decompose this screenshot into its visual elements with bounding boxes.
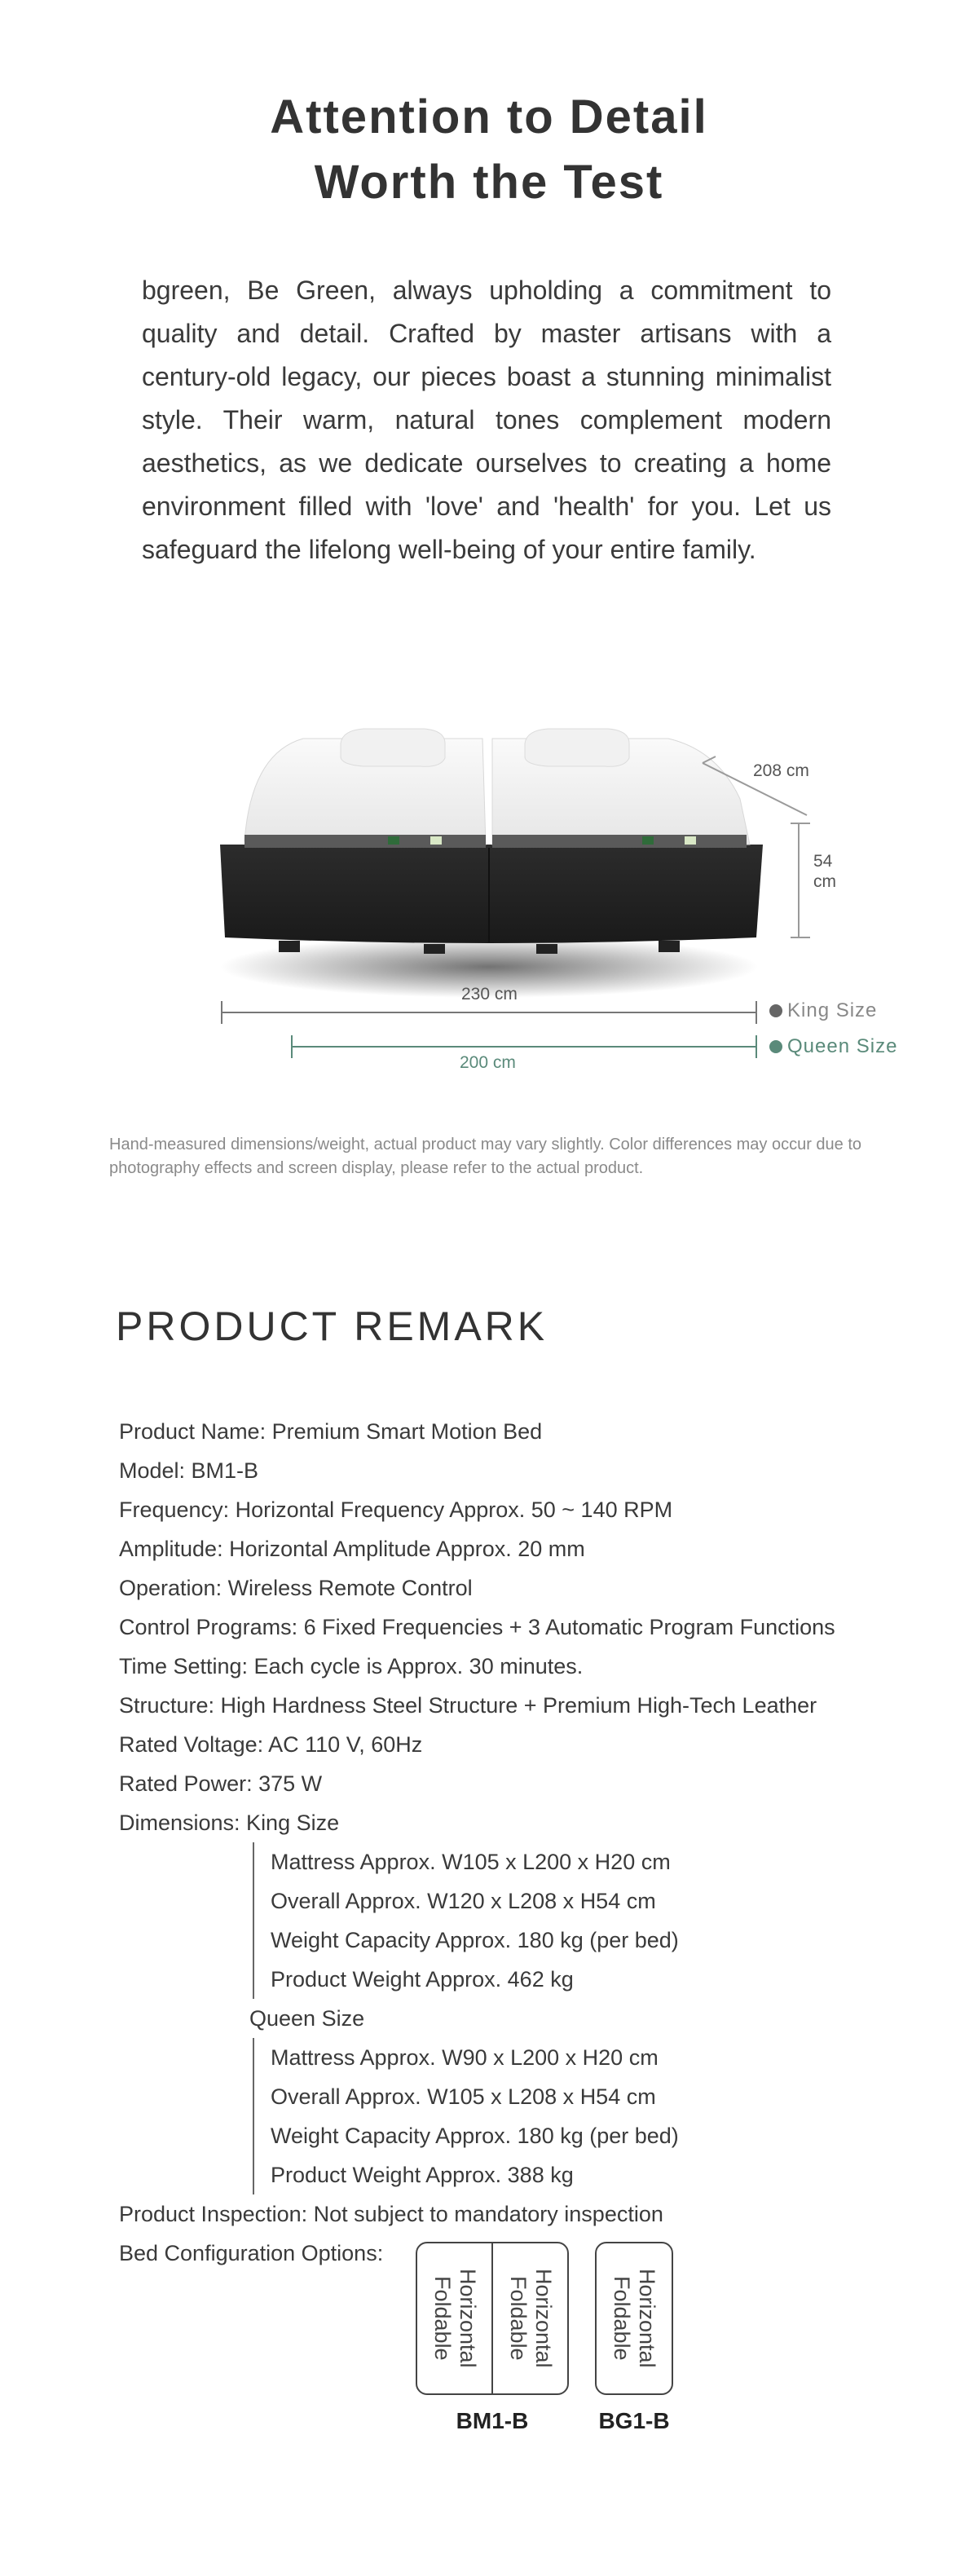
spec-dimensions: Dimensions: King Size <box>119 1811 340 1835</box>
king-weight: Product Weight Approx. 462 kg <box>271 1967 574 1992</box>
spec-rated-power: Rated Power: 375 W <box>119 1771 323 1796</box>
spec-inspection: Product Inspection: Not subject to mandatory inspection <box>119 2202 663 2226</box>
config-bm1-name: BM1-B <box>456 2408 529 2433</box>
spec-time-setting: Time Setting: Each cycle is Approx. 30 minutes. <box>119 1654 584 1678</box>
queen-capacity: Weight Capacity Approx. 180 kg (per bed) <box>271 2124 679 2148</box>
queen-size-label: Queen Size <box>249 2006 365 2031</box>
spec-frequency: Frequency: Horizontal Frequency Approx. 50 ~ 140 RPM <box>119 1498 673 1522</box>
pillow-left <box>341 729 445 766</box>
spec-config-label: Bed Configuration Options: <box>119 2241 384 2265</box>
height-unit: cm <box>813 872 836 891</box>
queen-width-label: 200 cm <box>460 1053 516 1072</box>
king-overall: Overall Approx. W120 x L208 x H54 cm <box>271 1889 656 1913</box>
queen-mattress: Mattress Approx. W90 x L200 x H20 cm <box>271 2045 659 2070</box>
config-bg1-cell <box>597 2243 672 2393</box>
spec-structure: Structure: High Hardness Steel Structure + Premium High-Tech Leather <box>119 1693 817 1718</box>
queen-legend-dot <box>769 1040 782 1053</box>
config-bg1-text: Horizontal Foldable <box>610 2269 659 2368</box>
config-bg1-name: BG1-B <box>598 2408 670 2433</box>
spec-list <box>119 1412 934 2273</box>
king-width-label: 230 cm <box>461 985 518 1003</box>
spec-rated-voltage: Rated Voltage: AC 110 V, 60Hz <box>119 1732 423 1757</box>
spec-model: Model: BM1-B <box>119 1458 259 1483</box>
king-mattress: Mattress Approx. W105 x L200 x H20 cm <box>271 1850 671 1874</box>
height-label <box>813 851 836 892</box>
queen-weight: Product Weight Approx. 388 kg <box>271 2163 574 2187</box>
king-capacity: Weight Capacity Approx. 180 kg (per bed) <box>271 1928 679 1952</box>
config-bm1-text-right: Horizontal Foldable <box>506 2269 556 2368</box>
bed-illustration <box>0 701 978 1092</box>
spec-operation: Operation: Wireless Remote Control <box>119 1576 473 1600</box>
config-bm1-text-left: Horizontal Foldable <box>430 2269 480 2368</box>
height-value: 54 <box>813 852 833 871</box>
pillow-right <box>525 729 629 766</box>
depth-label: 208 cm <box>753 761 809 780</box>
section-heading <box>0 85 978 215</box>
config-bm1-cell-left <box>417 2243 492 2393</box>
king-size-details <box>253 1842 934 1999</box>
queen-legend-label: Queen Size <box>787 1035 898 1057</box>
spec-amplitude: Amplitude: Horizontal Amplitude Approx. 20 mm <box>119 1537 585 1561</box>
spec-control-programs: Control Programs: 6 Fixed Frequencies + 3 Automatic Program Functions <box>119 1615 835 1639</box>
disclaimer-note: Hand-measured dimensions/weight, actual product may vary slightly. Color differences may occur due to photography effects and screen display, please refer to the actual product. <box>109 1136 862 1177</box>
heading-line-1: Attention to Detail <box>270 90 708 143</box>
king-legend-dot <box>769 1004 782 1017</box>
config-bm1-box <box>416 2242 569 2395</box>
heading-line-2: Worth the Test <box>314 156 664 209</box>
bed-frame <box>220 845 763 943</box>
queen-size-details <box>253 2038 934 2194</box>
config-bg1-box <box>595 2242 673 2395</box>
product-remark-title: PRODUCT REMARK <box>116 1303 548 1349</box>
king-legend-label: King Size <box>787 999 878 1021</box>
config-bm1-cell-right <box>493 2243 568 2393</box>
intro-paragraph: bgreen, Be Green, always upholding a commitment to quality and detail. Crafted by master artisans with a century-old legacy, our pieces boast a stunning minimalist style. Their warm, natural tones complement modern aesthetics, as we dedicate ourselves to creating a home environment filled with 'love' and 'health' for you. Let us safeguard the lifelong well-being of your entire family. <box>142 276 831 564</box>
spec-product-name: Product Name: Premium Smart Motion Bed <box>119 1419 543 1444</box>
queen-overall: Overall Approx. W105 x L208 x H54 cm <box>271 2084 656 2109</box>
